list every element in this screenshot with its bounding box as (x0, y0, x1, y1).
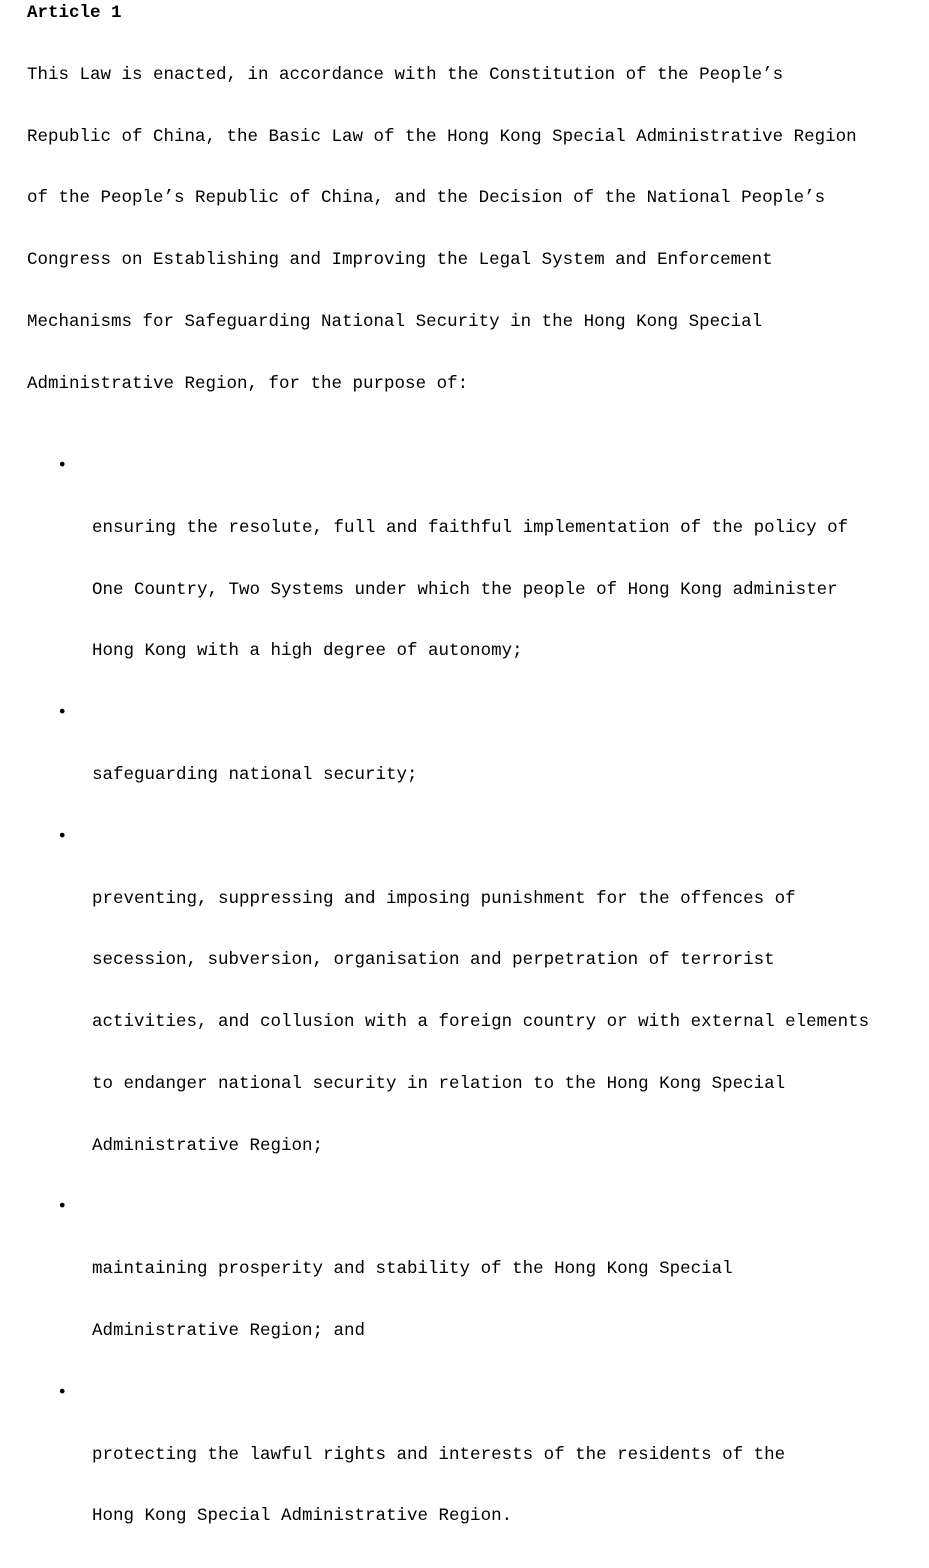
intro-paragraph (27, 24, 917, 436)
intro-line: Mechanisms for Safeguarding National Security in the Hong Kong Special (27, 311, 763, 332)
list-item-line: ensuring the resolute, full and faithful implementation of the policy of (92, 517, 849, 538)
intro-line: Republic of China, the Basic Law of the Hong Kong Special Administrative Region (27, 126, 857, 147)
intro-line: Congress on Establishing and Improving the Legal System and Enforcement (27, 250, 773, 271)
bullet-icon: • (57, 826, 68, 847)
list-item (27, 456, 917, 703)
list-item-line: Hong Kong with a high degree of autonomy; (92, 641, 523, 662)
list-item (27, 1383, 917, 1568)
intro-line: This Law is enacted, in accordance with the Constitution of the People’s (27, 64, 784, 85)
list-item-line: One Country, Two Systems under which the people of Hong Kong administer (92, 579, 838, 600)
list-item-line: Hong Kong Special Administrative Region. (92, 1506, 513, 1527)
list-item-line: secession, subversion, organisation and perpetration of terrorist (92, 950, 775, 971)
list-item-line: protecting the lawful rights and interests of the residents of the (92, 1444, 786, 1465)
document (27, 3, 917, 1568)
list-item-line: preventing, suppressing and imposing punishment for the offences of (92, 888, 796, 909)
list-item-line: Administrative Region; (92, 1135, 324, 1156)
bullet-icon: • (57, 1382, 68, 1403)
list-item (27, 1197, 917, 1382)
article-heading: Article 1 (27, 3, 122, 23)
bullet-icon: • (57, 1197, 68, 1218)
list-item-line: safeguarding national security; (92, 764, 418, 785)
list-item-line: to endanger national security in relation to the Hong Kong Special (92, 1073, 786, 1094)
list-item-line: activities, and collusion with a foreign country or with external elements (92, 1012, 870, 1033)
purpose-list (27, 456, 917, 1568)
intro-line: Administrative Region, for the purpose of: (27, 373, 469, 394)
intro-line: of the People’s Republic of China, and the Decision of the National People’s (27, 188, 826, 209)
bullet-icon: • (57, 703, 68, 724)
list-item (27, 703, 917, 827)
bullet-icon: • (57, 456, 68, 477)
list-item (27, 827, 917, 1198)
list-item-line: maintaining prosperity and stability of the Hong Kong Special (92, 1259, 733, 1280)
list-item-line: Administrative Region; and (92, 1321, 366, 1341)
